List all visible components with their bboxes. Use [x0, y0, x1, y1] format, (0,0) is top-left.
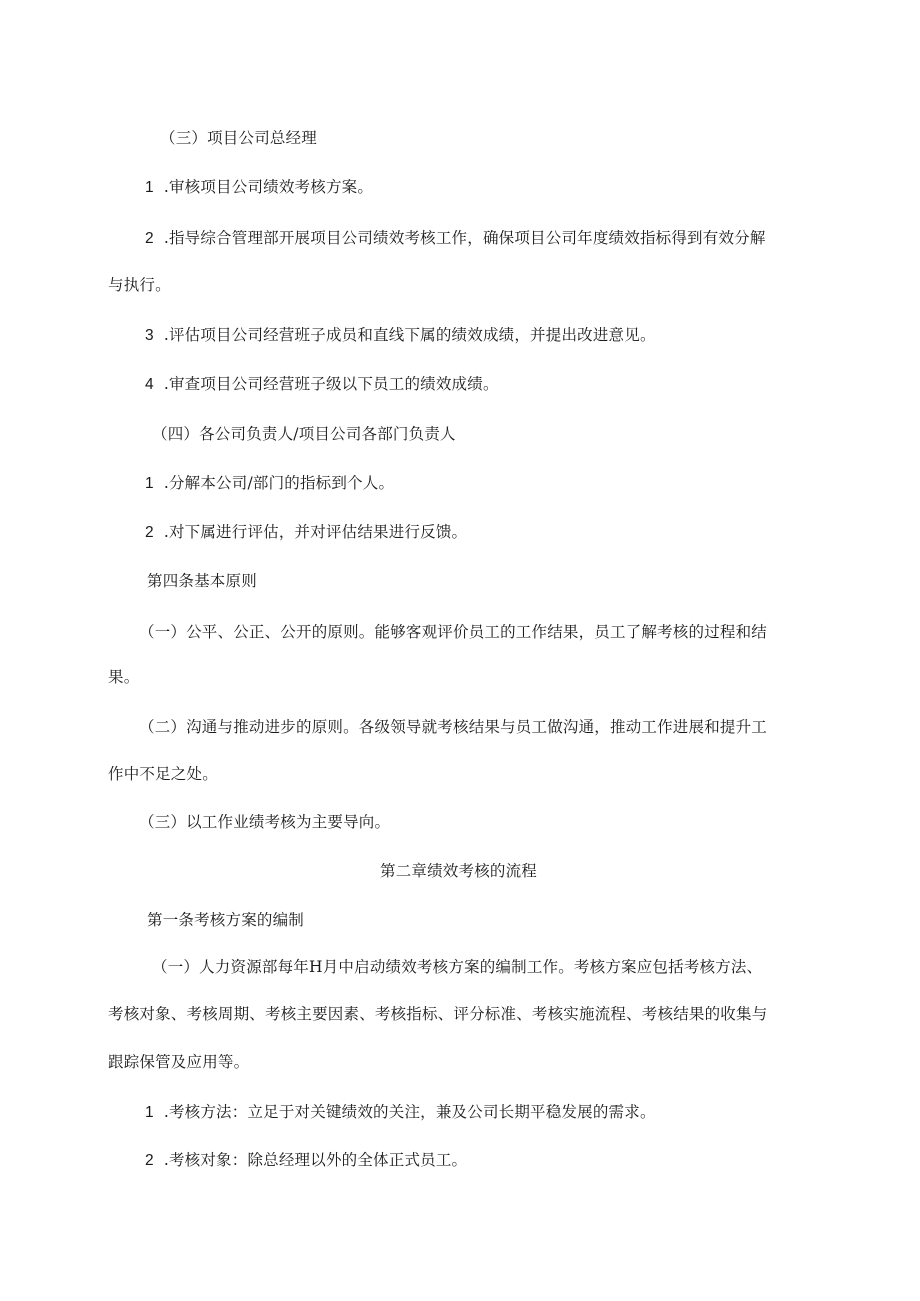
section-3-heading: （三）项目公司总经理 [160, 129, 318, 147]
principle-2-line2: 作中不足之处。 [108, 765, 218, 783]
principle-1-line1: （一）公平、公正、公开的原则。能够客观评价员工的工作结果，员工了解考核的过程和结 [139, 623, 768, 641]
item-number: 2 [145, 230, 154, 247]
item-number: 3 [145, 327, 154, 344]
sec3-item-3 [145, 325, 656, 346]
plan-paragraph-line2: 考核对象、考核周期、考核主要因素、考核指标、评分标准、考核实施流程、考核结果的收集与 [108, 1005, 768, 1023]
item-number: 1 [145, 1104, 154, 1121]
item-number: 1 [145, 179, 154, 196]
sec4-item-2 [145, 522, 467, 543]
article-4-heading: 第四条基本原则 [147, 572, 257, 590]
item-text: .分解本公司/部门的指标到个人。 [163, 474, 395, 492]
sec3-item-2 [145, 228, 766, 249]
sec3-item-4 [145, 374, 499, 395]
item-text: .评估项目公司经营班子成员和直线下属的绩效成绩，并提出改进意见。 [163, 326, 656, 344]
item-number: 1 [145, 475, 154, 492]
item-text: .审查项目公司经营班子级以下员工的绩效成绩。 [163, 375, 499, 393]
sec3-item-2-continuation: 与执行。 [108, 276, 171, 294]
plan-paragraph-line1: （一）人力资源部每年H月中启动绩效考核方案的编制工作。考核方案应包括考核方法、 [152, 958, 763, 976]
section-4-heading: （四）各公司负责人/项目公司各部门负责人 [152, 425, 456, 443]
plan-paragraph-line3: 跟踪保管及应用等。 [108, 1053, 250, 1071]
principle-1-line2: 果。 [108, 668, 140, 686]
item-text: .考核对象：除总经理以外的全体正式员工。 [163, 1151, 468, 1169]
plan-item-2 [145, 1150, 467, 1171]
item-text: .考核方法：立足于对关键绩效的关注，兼及公司长期平稳发展的需求。 [163, 1103, 656, 1121]
item-text: .审核项目公司绩效考核方案。 [163, 178, 374, 196]
sec3-item-1 [145, 177, 373, 198]
principle-2-line1: （二）沟通与推动进步的原则。各级领导就考核结果与员工做沟通，推动工作进展和提升工 [139, 718, 768, 736]
item-number: 4 [145, 376, 154, 393]
item-text: .指导综合管理部开展项目公司绩效考核工作，确保项目公司年度绩效指标得到有效分解 [163, 229, 766, 247]
chapter-2-title: 第二章绩效考核的流程 [380, 862, 538, 880]
item-number: 2 [145, 1152, 154, 1169]
article-1-heading: 第一条考核方案的编制 [147, 911, 305, 929]
plan-item-1 [145, 1102, 656, 1123]
principle-3: （三）以工作业绩考核为主要导向。 [139, 813, 391, 831]
item-number: 2 [145, 524, 154, 541]
item-text: .对下属进行评估，并对评估结果进行反馈。 [163, 523, 468, 541]
sec4-item-1 [145, 473, 394, 494]
